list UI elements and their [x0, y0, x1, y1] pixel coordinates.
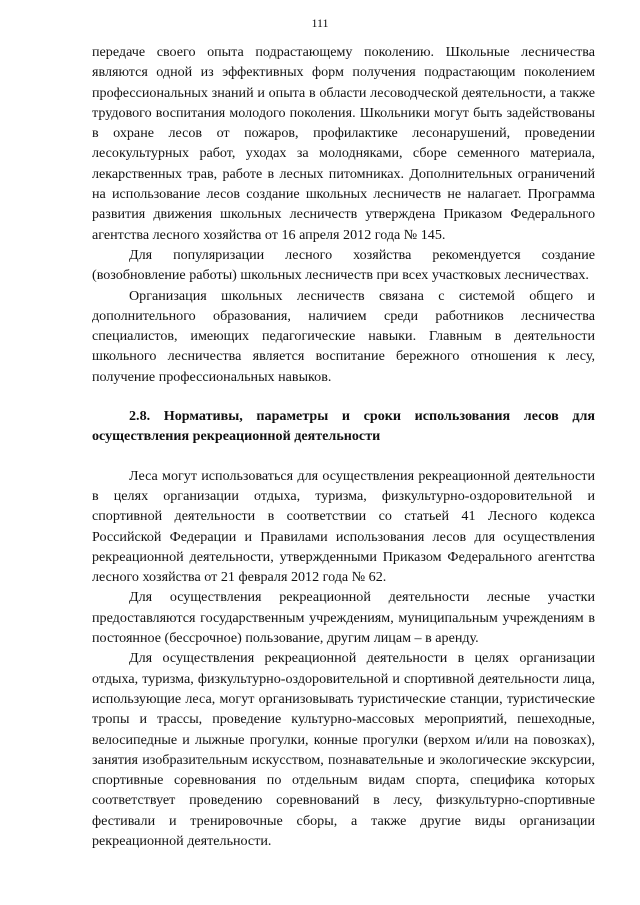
section-heading: 2.8. Нормативы, параметры и сроки использования лесов для осуществления рекреационной деятельности — [92, 408, 595, 445]
paragraph-recreational-activities: Для осуществления рекреационной деятельности в целях организации отдыха, туризма, физкультурно-оздоровительной и спортивной деятельности лица, использующие леса, могут организовывать туристические станции, туристические тропы и трассы, проведение культурно-массовых мероприятий, пешеходные, велосипедные и лыжные прогулки, конные прогулки (верхом и/или на повозках), занятия изобразительным искусством, познавательные и экологические экскурсии, спортивные соревнования по отдельным видам спорта, специфика которых соответствует проведению соревнований в лесу, физкультурно-спортивные фестивали и тренировочные сборы, а также другие виды организации рекреационной деятельности. — [92, 650, 595, 849]
paragraph-land-provision: Для осуществления рекреационной деятельности лесные участки предоставляются государственным учреждениям, муниципальным учреждениям в постоянное (бессрочное) пользование, другим лицам – в аренду. — [92, 589, 595, 647]
paragraph-recreational-use: Леса могут использоваться для осуществления рекреационной деятельности в целях организации отдыха, туризма, физкультурно-оздоровительной и спортивной деятельности в соответствии со статьей 41 Лесного кодекса Российской Федерации и Правилами использования лесов для осуществления рекреационной деятельности, утвержденными Приказом Федерального агентства лесного хозяйства от 21 февраля 2012 года № 62. — [92, 467, 595, 586]
paragraph-organization: Организация школьных лесничеств связана с системой общего и дополнительного образования, наличием среди работников лесничества специалистов, имеющих педагогические навыки. Главным в деятельности школьного лесничества является воспитание бережного отношения к лесу, получение профессиональных навыков. — [92, 287, 595, 385]
document-body — [92, 42, 595, 851]
page-number: 111 — [311, 16, 329, 30]
paragraph-popularization: Для популяризации лесного хозяйства рекомендуется создание (возобновление работы) школьных лесничеств при всех участковых лесничествах. — [92, 246, 595, 284]
paragraph-continuation: передаче своего опыта подрастающему поколению. Школьные лесничества являются одной из эффективных форм получения подрастающим поколением профессиональных знаний и опыта в области лесоводческой деятельности, а также трудового воспитания молодого поколения. Школьники могут быть задействованы в охране лесов от пожаров, профилактике лесонарушений, проведении лесокультурных работ, уходах за молодняками, сборе семенного материала, лекарственных трав, работе в лесных питомниках. Дополнительных ограничений на использование лесов создание школьных лесничеств не налагает. Программа развития движения школьных лесничеств утверждена Приказом Федерального агентства лесного хозяйства от 16 апреля 2012 года № 145. — [92, 44, 595, 243]
